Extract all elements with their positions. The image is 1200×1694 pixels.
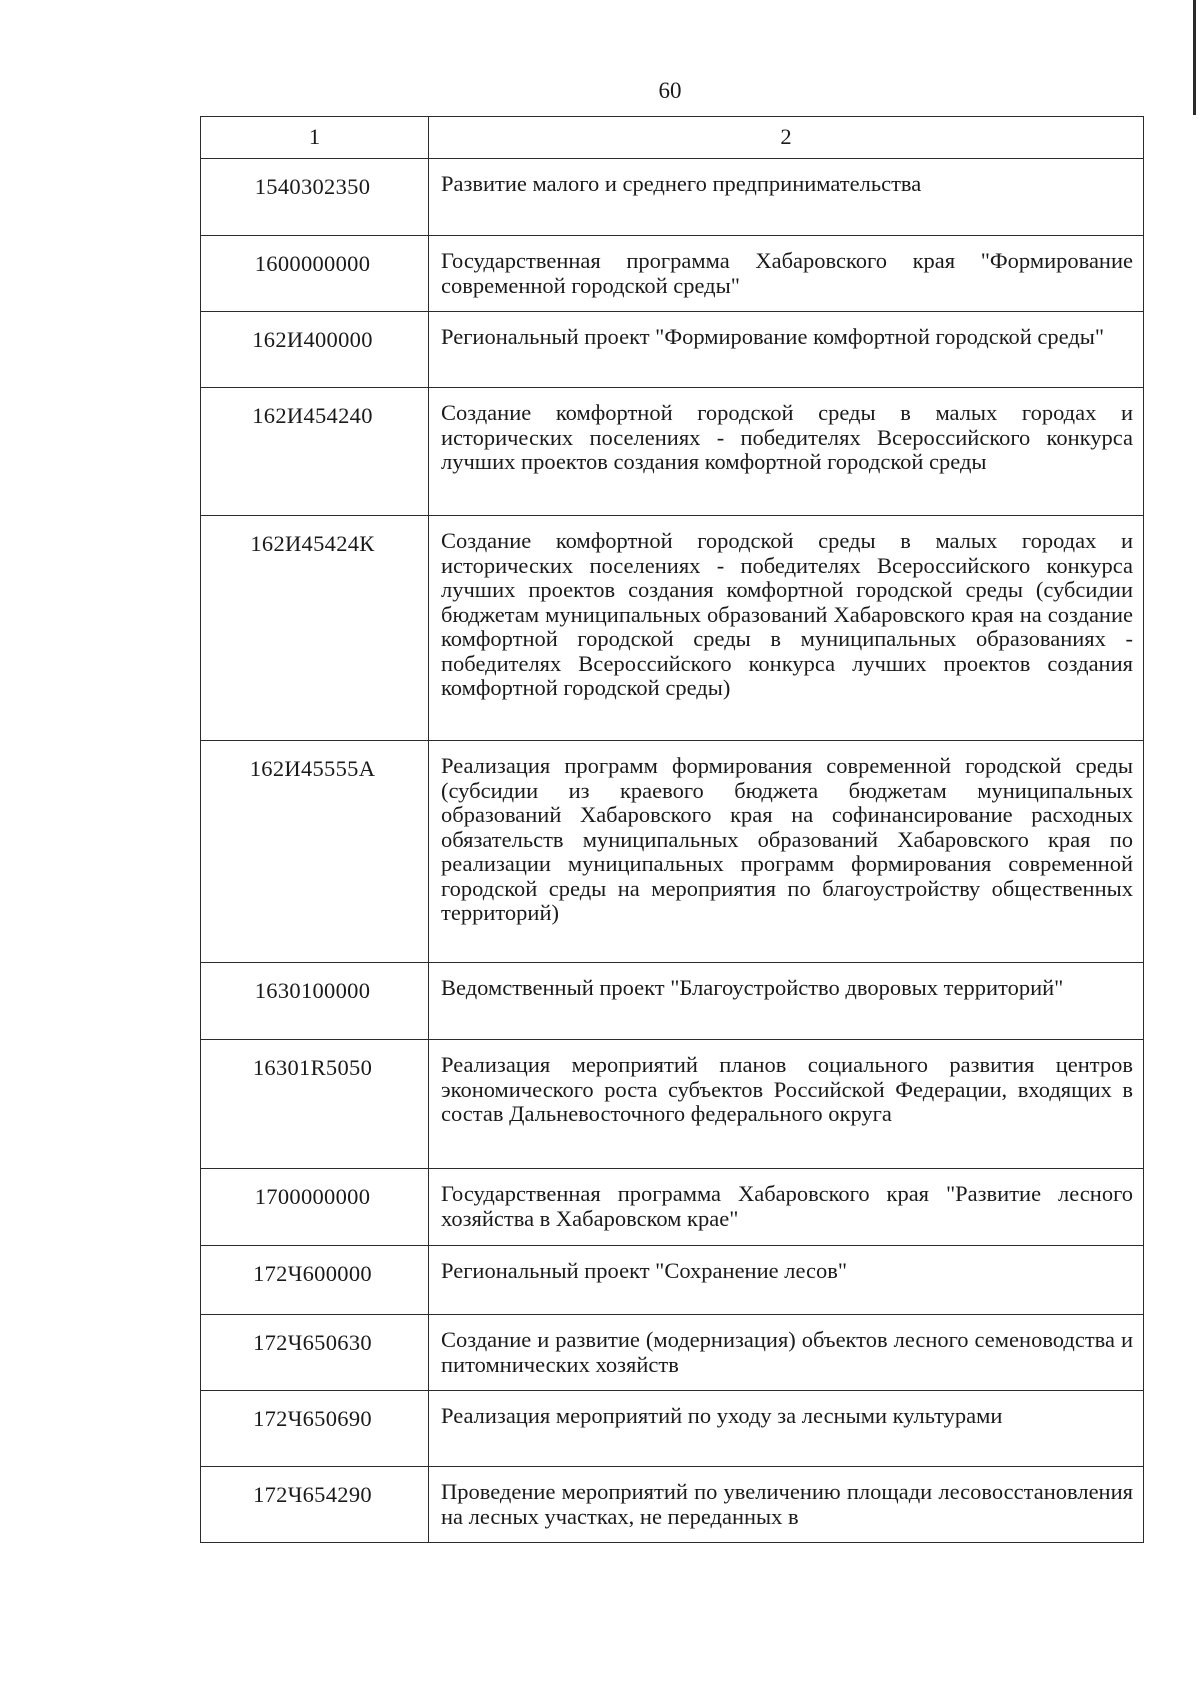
- page-number: 60: [658, 78, 682, 103]
- table-row: [201, 1391, 1144, 1467]
- row-code: 162И45424К: [201, 516, 429, 741]
- table-row: [201, 963, 1144, 1040]
- column-header-name: 2: [429, 117, 1144, 159]
- table-row: [201, 159, 1144, 236]
- row-code: 172Ч650690: [201, 1391, 429, 1467]
- row-description: Реализация программ формирования современной городской среды (субсидии из краевого бюджета бюджетам муниципальных образований Хабаровского края на софинансирование расходных обязательств муниципальных образований Хабаровского края по реализации муниципальных программ формирования современной городской среды на мероприятия по благоустройству общественных территорий): [429, 741, 1144, 963]
- row-description: Ведомственный проект "Благоустройство дворовых территорий": [429, 963, 1144, 1040]
- row-description: Реализация мероприятий по уходу за лесными культурами: [429, 1391, 1144, 1467]
- table-row: [201, 741, 1144, 963]
- table-row: [201, 1246, 1144, 1315]
- table-row: [201, 1040, 1144, 1169]
- table-row: [201, 1467, 1144, 1543]
- row-description: Создание комфортной городской среды в малых городах и исторических поселениях - победителях Всероссийского конкурса лучших проектов создания комфортной городской среды (субсидии бюджетам муниципальных образований Хабаровского края на создание комфортной городской среды в муниципальных образованиях - победителях Всероссийского конкурса лучших проектов создания комфортной городской среды): [429, 516, 1144, 741]
- row-description: Государственная программа Хабаровского края "Формирование современной городской среды": [429, 236, 1144, 312]
- column-header-code: 1: [201, 117, 429, 159]
- table-row: [201, 1315, 1144, 1391]
- table-row: [201, 516, 1144, 741]
- row-code: 172Ч654290: [201, 1467, 429, 1543]
- row-code: 1700000000: [201, 1169, 429, 1246]
- table-row: [201, 388, 1144, 516]
- table-row: [201, 236, 1144, 312]
- row-code: 162И400000: [201, 312, 429, 388]
- table-row: [201, 312, 1144, 388]
- row-code: 1540302350: [201, 159, 429, 236]
- row-description: Создание и развитие (модернизация) объектов лесного семеноводства и питомнических хозяйств: [429, 1315, 1144, 1391]
- row-code: 16301R5050: [201, 1040, 429, 1169]
- table-header-row: [201, 117, 1144, 159]
- row-code: 162И45555А: [201, 741, 429, 963]
- row-code: 172Ч650630: [201, 1315, 429, 1391]
- table-row: [201, 1169, 1144, 1246]
- budget-code-table: [200, 116, 1144, 1543]
- row-description: Региональный проект "Сохранение лесов": [429, 1246, 1144, 1315]
- row-description: Развитие малого и среднего предпринимательства: [429, 159, 1144, 236]
- row-description: Реализация мероприятий планов социального развития центров экономического роста субъектов Российской Федерации, входящих в состав Дальневосточного федерального округа: [429, 1040, 1144, 1169]
- row-code: 1600000000: [201, 236, 429, 312]
- row-code: 172Ч600000: [201, 1246, 429, 1315]
- row-code: 1630100000: [201, 963, 429, 1040]
- row-description: Проведение мероприятий по увеличению площади лесовосстановления на лесных участках, не переданных в: [429, 1467, 1144, 1543]
- row-description: Создание комфортной городской среды в малых городах и исторических поселениях - победителях Всероссийского конкурса лучших проектов создания комфортной городской среды: [429, 388, 1144, 516]
- row-code: 162И454240: [201, 388, 429, 516]
- row-description: Региональный проект "Формирование комфортной городской среды": [429, 312, 1144, 388]
- row-description: Государственная программа Хабаровского края "Развитие лесного хозяйства в Хабаровском крае": [429, 1169, 1144, 1246]
